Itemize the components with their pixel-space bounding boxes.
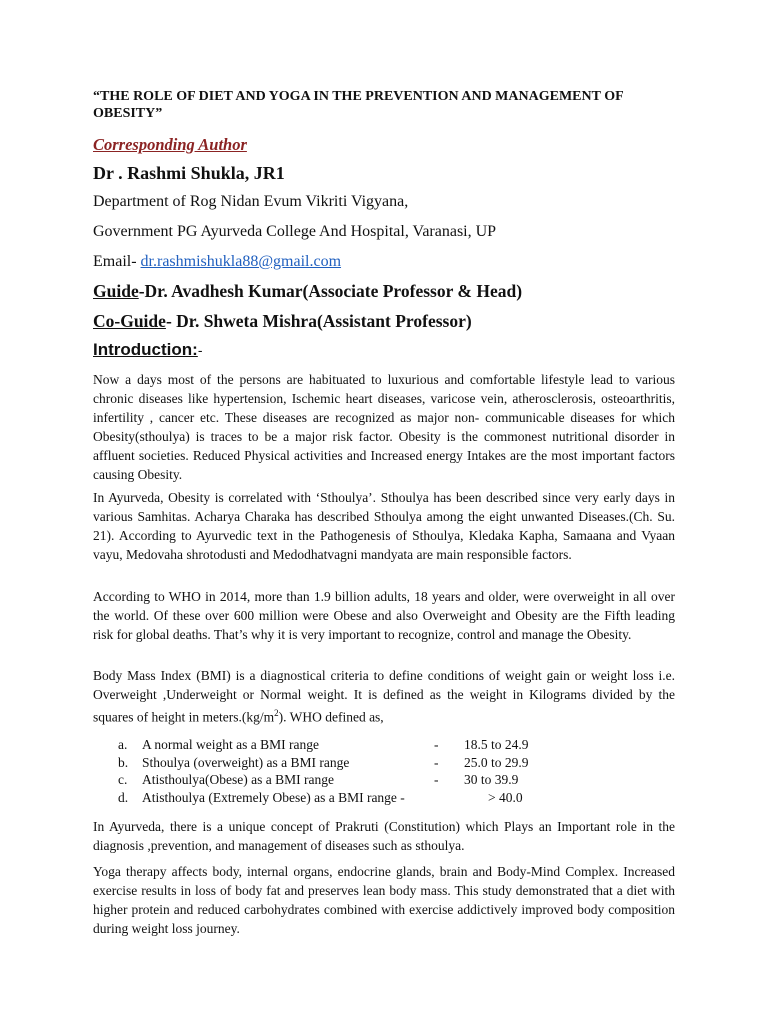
list-range: 25.0 to 29.9 bbox=[464, 754, 529, 770]
bmi-text-a: Body Mass Index (BMI) is a diagnostical criteria to define conditions of weight gain or weight loss i.e. Overweight ,Underweight or Normal weight. It is defined as the weight in Kilograms divided by the squares of height in meters.(kg/m bbox=[93, 668, 675, 725]
list-label: A normal weight as a BMI range bbox=[142, 737, 319, 752]
paragraph-yoga: Yoga therapy affects body, internal organs, endocrine glands, brain and Body-Mind Complex. Increased exercise results in loss of body fat and preserves lean body mass. This study demonstrated that a diet with higher protein and reduced carbohydrates combined with exercise addictively improved body composition during weight loss journey. bbox=[93, 864, 675, 936]
department: Department of Rog Nidan Evum Vikriti Vigyana, bbox=[93, 193, 409, 210]
introduction-heading bbox=[93, 340, 202, 360]
introduction-label: Introduction: bbox=[93, 340, 198, 359]
list-dash: - bbox=[434, 737, 439, 752]
list-range: > 40.0 bbox=[488, 789, 523, 805]
list-letter: d. bbox=[118, 789, 129, 805]
paragraph-bmi bbox=[93, 666, 675, 727]
author-name: Dr . Rashmi Shukla, JR1 bbox=[93, 163, 285, 183]
email-label: Email- bbox=[93, 253, 141, 270]
paragraph-who: According to WHO in 2014, more than 1.9 billion adults, 18 years and older, were overweight in all over the world. Of these over 600 million were Obese and also Overweight and Obesity are the Fifth leading risk for global deaths. That’s why it is very important to recognize, control and manage the Obesity. bbox=[93, 589, 675, 642]
list-range: 18.5 to 24.9 bbox=[464, 737, 529, 752]
email-link[interactable]: dr.rashmishukla88@gmail.com bbox=[140, 253, 342, 270]
list-item bbox=[118, 754, 578, 772]
list-dash: - bbox=[434, 772, 439, 787]
list-dash: - bbox=[434, 754, 439, 770]
bmi-superscript: 2 bbox=[274, 708, 279, 718]
guide-label: Guide bbox=[93, 281, 139, 301]
corresponding-author-label: Corresponding Author bbox=[93, 135, 247, 154]
list-dash bbox=[464, 789, 488, 807]
guide-text: -Dr. Avadhesh Kumar(Associate Professor & Head) bbox=[138, 281, 523, 301]
list-label: Sthoulya (overweight) as a BMI range bbox=[142, 754, 350, 770]
paper-title: “THE ROLE OF DIET AND YOGA IN THE PREVENTION AND MANAGEMENT OF OBESITY” bbox=[93, 89, 624, 121]
guide-line bbox=[93, 281, 522, 302]
paragraph-prakruti: In Ayurveda, there is a unique concept of Prakruti (Constitution) which Plays an Important role in the diagnosis ,prevention, and management of diseases such as sthoulya. bbox=[93, 819, 675, 853]
bmi-list bbox=[118, 736, 578, 806]
coguide-label: Co-Guide bbox=[93, 311, 166, 331]
introduction-suffix: - bbox=[197, 342, 203, 358]
list-item bbox=[118, 736, 578, 754]
bmi-text-b: ). WHO defined as, bbox=[278, 709, 384, 725]
list-letter: c. bbox=[118, 772, 128, 787]
paragraph-ayurveda: In Ayurveda, Obesity is correlated with ‘Sthoulya’. Sthoulya has been described since very early days in various Samhitas. Acharya Charaka has described Sthoulya among the eight unwanted Diseases.(Ch. Su. 21). According to Ayurvedic text in the Pathogenesis of Sthoulya, Kledaka Kapha, Samaana and Vyaan vayu, Medovaha shrotodusti and Medodhatvagni mandyata are main responsible factors. bbox=[93, 490, 675, 562]
paragraph-intro: Now a days most of the persons are habituated to luxurious and comfortable lifestyle lead to various chronic diseases like hypertension, Ischemic heart diseases, varicose vein, atherosclerosis, osteoarthritis, infertility , cancer etc. These diseases are recognized as major non- communicable diseases for which Obesity(sthoulya) is traces to be a major risk factor. Obesity is the commonest nutritional disorder in affluent societies. Reduced Physical activities and Increased energy Intakes are the most important factors causing Obesity. bbox=[93, 372, 675, 482]
list-label: Atisthoulya (Extremely Obese) as a BMI range - bbox=[142, 789, 405, 805]
college: Government PG Ayurveda College And Hospital, Varanasi, UP bbox=[93, 223, 497, 240]
list-item bbox=[118, 789, 578, 807]
list-letter: a. bbox=[118, 737, 128, 752]
email-line bbox=[93, 253, 341, 271]
list-range: 30 to 39.9 bbox=[464, 772, 519, 787]
list-item bbox=[118, 771, 578, 789]
list-letter: b. bbox=[118, 754, 129, 770]
coguide-text: - Dr. Shweta Mishra(Assistant Professor) bbox=[165, 311, 472, 331]
coguide-line bbox=[93, 311, 472, 332]
list-label: Atisthoulya(Obese) as a BMI range bbox=[142, 772, 334, 787]
